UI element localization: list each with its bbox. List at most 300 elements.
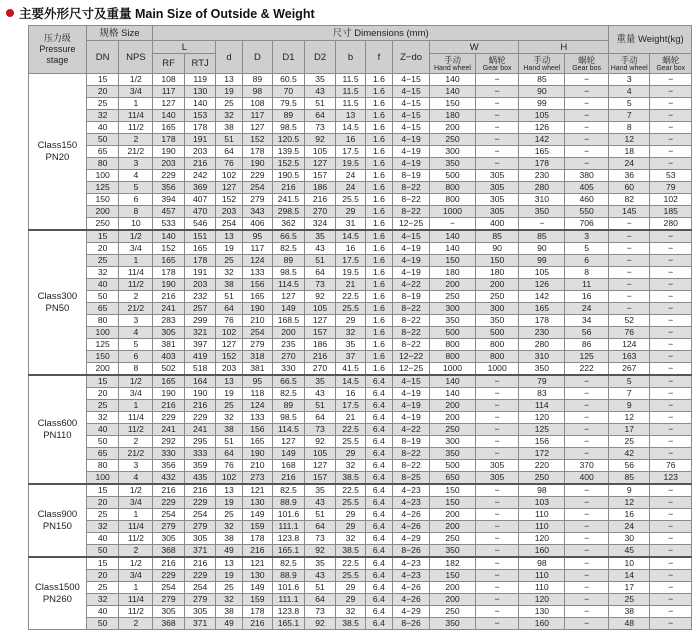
table-cell: 88.9 (273, 570, 305, 582)
table-cell: 279 (242, 194, 273, 206)
table-cell: 8−22 (393, 448, 430, 460)
table-row (29, 98, 692, 110)
table-cell: 150 (430, 255, 476, 267)
table-cell: 20 (86, 388, 119, 400)
table-cell: 4−26 (393, 521, 430, 533)
table-row (29, 146, 692, 158)
table-cell: 124 (242, 255, 273, 267)
table-cell: − (565, 557, 609, 570)
table-row (29, 472, 692, 485)
w-gearbox-header: 蜗轮 Gear box (475, 54, 519, 74)
table-cell: − (650, 509, 692, 521)
table-cell: 130 (242, 497, 273, 509)
table-cell: 4−26 (393, 582, 430, 594)
table-cell: 73 (304, 279, 336, 291)
table-cell: − (565, 436, 609, 448)
table-cell: 123 (650, 472, 692, 485)
table-cell: 159 (242, 521, 273, 533)
table-cell: 250 (430, 134, 476, 146)
table-cell: 200 (86, 363, 119, 376)
table-cell: 10 (609, 557, 650, 570)
table-cell: 4−19 (393, 388, 430, 400)
table-cell: 110 (519, 570, 565, 582)
table-row (29, 412, 692, 424)
table-cell: 254 (153, 582, 185, 594)
table-cell: 4−26 (393, 594, 430, 606)
table-cell: 25 (86, 400, 119, 412)
table-cell: − (650, 98, 692, 110)
table-cell: 4−23 (393, 497, 430, 509)
table-cell: 153 (184, 110, 216, 122)
L-header: L (153, 41, 216, 54)
table-cell: 38 (216, 606, 242, 618)
table-cell: − (650, 545, 692, 558)
table-cell: 11/4 (119, 521, 153, 533)
table-cell: 280 (519, 182, 565, 194)
table-cell: 305 (475, 194, 519, 206)
table-cell: 20 (86, 243, 119, 255)
wt-gearbox-header: 蜗轮 Gear box (650, 54, 692, 74)
table-cell: − (475, 412, 519, 424)
table-cell: 127 (216, 339, 242, 351)
table-cell: 178 (519, 315, 565, 327)
table-cell: 216 (273, 182, 305, 194)
table-cell: 216 (184, 557, 216, 570)
table-cell: 4−22 (393, 279, 430, 291)
table-cell: − (475, 594, 519, 606)
table-cell: − (475, 618, 519, 630)
table-cell: 65 (86, 146, 119, 158)
table-cell: 2 (119, 134, 153, 146)
table-cell: 254 (184, 509, 216, 521)
table-cell: 38 (216, 122, 242, 134)
table-cell: − (565, 582, 609, 594)
table-cell: 64 (304, 110, 336, 122)
z-do-header: Z−do (393, 41, 430, 74)
table-cell: 51 (304, 98, 336, 110)
table-cell: − (650, 582, 692, 594)
table-cell: 35 (304, 484, 336, 497)
table-cell: 82.5 (273, 557, 305, 570)
table-cell: 191 (184, 267, 216, 279)
table-cell: 229 (184, 570, 216, 582)
table-row (29, 158, 692, 170)
table-cell: 1.6 (365, 158, 392, 170)
table-cell: 1 (119, 400, 153, 412)
table-cell: 98 (242, 86, 273, 98)
table-cell: 140 (184, 98, 216, 110)
table-cell: 43 (304, 86, 336, 98)
dn-header: DN (86, 41, 119, 74)
table-cell: 38 (216, 279, 242, 291)
table-cell: − (475, 582, 519, 594)
table-cell: 4 (119, 472, 153, 485)
table-cell: 32 (216, 412, 242, 424)
table-cell: 51 (304, 582, 336, 594)
table-cell: 25 (216, 98, 242, 110)
table-cell: 254 (153, 509, 185, 521)
table-cell: − (565, 158, 609, 170)
table-cell: 500 (430, 460, 476, 472)
table-cell: 64 (304, 594, 336, 606)
table-cell: 254 (216, 218, 242, 231)
table-cell: 300 (430, 303, 476, 315)
table-cell: 19 (216, 243, 242, 255)
table-cell: 1.6 (365, 134, 392, 146)
table-cell: 114.5 (273, 279, 305, 291)
table-cell: − (475, 74, 519, 86)
table-cell: − (475, 448, 519, 460)
table-cell: 4−19 (393, 134, 430, 146)
table-cell: 4−23 (393, 570, 430, 582)
table-cell: 178 (184, 122, 216, 134)
table-cell: − (565, 521, 609, 533)
table-cell: 168 (273, 460, 305, 472)
table-cell: 216 (184, 484, 216, 497)
table-cell: 127 (242, 122, 273, 134)
table-cell: 70 (273, 86, 305, 98)
table-cell: 114 (519, 400, 565, 412)
table-cell: 250 (430, 291, 476, 303)
table-cell: 13 (216, 484, 242, 497)
table-cell: 321 (184, 327, 216, 339)
table-cell: 48 (609, 618, 650, 630)
table-cell: 500 (475, 327, 519, 339)
table-cell: 64 (304, 521, 336, 533)
table-cell: 3/4 (119, 570, 153, 582)
table-cell: 432 (153, 472, 185, 485)
table-cell: 60 (609, 182, 650, 194)
table-cell: − (475, 606, 519, 618)
table-cell: 34 (565, 315, 609, 327)
table-cell: 21/2 (119, 146, 153, 158)
table-cell: 12−22 (393, 351, 430, 363)
table-cell: − (565, 424, 609, 436)
table-cell: 29 (336, 206, 365, 218)
table-cell: 15 (86, 375, 119, 388)
table-cell: 254 (242, 182, 273, 194)
table-cell: 64 (304, 412, 336, 424)
table-cell: 145 (609, 206, 650, 218)
table-cell: 343 (242, 206, 273, 218)
table-cell: 19 (216, 388, 242, 400)
table-cell: − (650, 279, 692, 291)
table-cell: 6.4 (365, 497, 392, 509)
table-cell: 150 (475, 255, 519, 267)
table-cell: 150 (430, 497, 476, 509)
table-cell: 95 (242, 230, 273, 243)
table-cell: 38 (216, 424, 242, 436)
table-cell: 190 (242, 303, 273, 315)
table-cell: 127 (304, 460, 336, 472)
table-cell: 98 (519, 557, 565, 570)
table-cell: 73 (304, 606, 336, 618)
table-cell: 406 (242, 218, 273, 231)
table-cell: 216 (304, 351, 336, 363)
table-cell: 123.8 (273, 533, 305, 545)
table-cell: 88.9 (273, 497, 305, 509)
table-cell: 216 (242, 545, 273, 558)
table-cell: 4−19 (393, 412, 430, 424)
table-cell: 6.4 (365, 436, 392, 448)
table-cell: 186 (304, 182, 336, 194)
table-cell: 11/4 (119, 594, 153, 606)
table-cell: − (650, 243, 692, 255)
table-row (29, 122, 692, 134)
table-row (29, 110, 692, 122)
table-cell: 19 (216, 570, 242, 582)
table-row (29, 545, 692, 558)
table-cell: 12−25 (393, 363, 430, 376)
table-cell: 15 (86, 230, 119, 243)
table-cell: 8−22 (393, 315, 430, 327)
table-cell: 1/2 (119, 557, 153, 570)
table-cell: − (609, 267, 650, 279)
table-cell: 7 (609, 388, 650, 400)
table-cell: − (650, 267, 692, 279)
table-cell: 56 (565, 327, 609, 339)
table-cell: 140 (430, 388, 476, 400)
table-cell: 140 (430, 243, 476, 255)
table-cell: 19.5 (336, 158, 365, 170)
table-cell: 20 (86, 497, 119, 509)
table-cell: 200 (430, 400, 476, 412)
table-cell: 295 (184, 436, 216, 448)
table-cell: 273 (242, 472, 273, 485)
rtj-header: RTJ (184, 54, 216, 74)
table-cell: − (565, 110, 609, 122)
table-cell: 8−22 (393, 460, 430, 472)
table-cell: 6.4 (365, 388, 392, 400)
table-cell: − (519, 218, 565, 231)
table-cell: − (650, 388, 692, 400)
table-cell: 356 (153, 460, 185, 472)
table-cell: 8−22 (393, 327, 430, 339)
table-cell: 203 (184, 146, 216, 158)
table-cell: 4−15 (393, 110, 430, 122)
table-cell: − (650, 351, 692, 363)
table-cell: 126 (519, 122, 565, 134)
table-cell: 95 (242, 375, 273, 388)
table-cell: 111.1 (273, 594, 305, 606)
table-cell: 168.5 (273, 315, 305, 327)
table-cell: 14 (609, 570, 650, 582)
table-cell: 127 (273, 291, 305, 303)
table-cell: 6 (119, 194, 153, 206)
table-cell: 25.5 (336, 497, 365, 509)
pressure-class-cell: Class900 PN150 (29, 484, 87, 557)
table-cell: 350 (430, 315, 476, 327)
table-cell: 24 (565, 303, 609, 315)
pressure-stage-header: 压力级 Pressure stage (29, 26, 87, 74)
table-cell: 102 (216, 472, 242, 485)
table-cell: 800 (430, 182, 476, 194)
table-cell: 800 (430, 194, 476, 206)
table-cell: 4−29 (393, 606, 430, 618)
table-cell: 4−23 (393, 484, 430, 497)
table-cell: 12−25 (393, 218, 430, 231)
table-cell: 279 (184, 521, 216, 533)
table-cell: 105 (304, 448, 336, 460)
table-cell: 1.6 (365, 86, 392, 98)
table-cell: 1.6 (365, 182, 392, 194)
table-cell: 1.6 (365, 255, 392, 267)
table-row (29, 134, 692, 146)
size-header: 规格 Size (86, 26, 152, 41)
table-cell: 149 (273, 448, 305, 460)
table-cell: 1 (119, 98, 153, 110)
table-cell: 29 (336, 315, 365, 327)
table-cell: 50 (86, 134, 119, 146)
table-cell: 419 (184, 351, 216, 363)
table-cell: 8−22 (393, 182, 430, 194)
table-cell: 5 (565, 243, 609, 255)
table-cell: 40 (86, 424, 119, 436)
table-cell: 178 (242, 533, 273, 545)
table-cell: 119 (184, 74, 216, 86)
table-cell: 250 (86, 218, 119, 231)
table-cell: 98 (519, 484, 565, 497)
table-cell: 24 (336, 170, 365, 182)
table-cell: 92 (304, 291, 336, 303)
table-cell: 15 (86, 74, 119, 86)
table-cell: 25 (216, 255, 242, 267)
table-cell: 333 (184, 448, 216, 460)
table-cell: − (650, 521, 692, 533)
table-cell: 8 (609, 122, 650, 134)
table-cell: 32 (336, 606, 365, 618)
table-cell: 149 (273, 303, 305, 315)
table-cell: − (650, 618, 692, 630)
table-cell: 92 (304, 436, 336, 448)
table-cell: − (650, 339, 692, 351)
table-cell: 216 (184, 400, 216, 412)
table-cell: 76 (216, 158, 242, 170)
table-cell: 1000 (475, 363, 519, 376)
table-cell: 241 (153, 303, 185, 315)
table-cell: 50 (86, 436, 119, 448)
table-cell: 121 (242, 557, 273, 570)
table-cell: 11/4 (119, 412, 153, 424)
dimensions-header: 尺寸 Dimensions (mm) (153, 26, 609, 41)
table-cell: 56 (609, 460, 650, 472)
table-cell: − (565, 533, 609, 545)
table-cell: 350 (519, 206, 565, 218)
table-cell: 235 (273, 339, 305, 351)
table-cell: − (650, 134, 692, 146)
table-cell: 6 (119, 351, 153, 363)
table-row (29, 533, 692, 545)
table-cell: 330 (273, 363, 305, 376)
table-cell: 42 (609, 448, 650, 460)
table-cell: 270 (273, 351, 305, 363)
table-cell: 118 (242, 388, 273, 400)
table-cell: 120 (519, 412, 565, 424)
page-title (6, 4, 315, 22)
table-cell: 165 (184, 243, 216, 255)
table-cell: 1.6 (365, 194, 392, 206)
table-cell: 11/4 (119, 267, 153, 279)
table-cell: 12 (609, 134, 650, 146)
table-row (29, 606, 692, 618)
table-cell: 103 (519, 497, 565, 509)
table-cell: 165 (242, 291, 273, 303)
table-cell: 165 (242, 436, 273, 448)
table-row (29, 218, 692, 231)
table-cell: 241 (153, 424, 185, 436)
table-cell: 1.6 (365, 206, 392, 218)
table-cell: 110 (519, 582, 565, 594)
table-cell: 108 (242, 98, 273, 110)
table-cell: 470 (184, 206, 216, 218)
table-cell: 18 (609, 146, 650, 158)
table-cell: 6 (565, 255, 609, 267)
table-cell: 32 (216, 594, 242, 606)
table-cell: 73 (304, 533, 336, 545)
table-cell: 280 (650, 218, 692, 231)
table-cell: 216 (304, 194, 336, 206)
table-cell: − (650, 86, 692, 98)
table-cell: 149 (242, 582, 273, 594)
table-cell: 17.5 (336, 255, 365, 267)
table-cell: 15 (86, 484, 119, 497)
table-cell: 83 (519, 388, 565, 400)
table-cell: 250 (430, 424, 476, 436)
table-cell: 300 (430, 146, 476, 158)
table-cell: 4−19 (393, 158, 430, 170)
table-cell: 1.6 (365, 303, 392, 315)
weight-header: 重量 Weight(kg) (609, 26, 692, 54)
table-cell: − (650, 606, 692, 618)
table-cell: 371 (184, 618, 216, 630)
table-cell: 25.5 (336, 570, 365, 582)
table-cell: 216 (184, 158, 216, 170)
table-cell: 165 (519, 146, 565, 158)
table-cell: 66.5 (273, 375, 305, 388)
table-cell: 85 (609, 472, 650, 485)
table-cell: 11.5 (336, 86, 365, 98)
bullet-icon (6, 9, 14, 17)
table-cell: 2 (119, 436, 153, 448)
table-cell: 165 (153, 255, 185, 267)
table-cell: 152 (216, 194, 242, 206)
table-cell: 85 (475, 230, 519, 243)
table-cell: 190 (242, 158, 273, 170)
table-row (29, 194, 692, 206)
table-cell: 92 (304, 134, 336, 146)
table-cell: − (565, 618, 609, 630)
table-cell: 25 (216, 509, 242, 521)
table-row (29, 400, 692, 412)
table-cell: 500 (430, 170, 476, 182)
table-cell: − (565, 86, 609, 98)
table-cell: 105 (519, 267, 565, 279)
table-cell: 140 (430, 230, 476, 243)
table-cell: 1.6 (365, 230, 392, 243)
table-cell: 29 (336, 594, 365, 606)
h-gearbox-header: 蜗轮 Gear bos (565, 54, 609, 74)
table-cell: 182 (430, 557, 476, 570)
table-cell: 159 (242, 594, 273, 606)
table-cell: 100 (86, 472, 119, 485)
table-cell: 25.5 (336, 194, 365, 206)
table-cell: 98.5 (273, 412, 305, 424)
table-cell: 216 (153, 484, 185, 497)
table-cell: 381 (153, 339, 185, 351)
table-cell: 10 (119, 218, 153, 231)
table-cell: − (609, 255, 650, 267)
table-cell: 35 (304, 74, 336, 86)
